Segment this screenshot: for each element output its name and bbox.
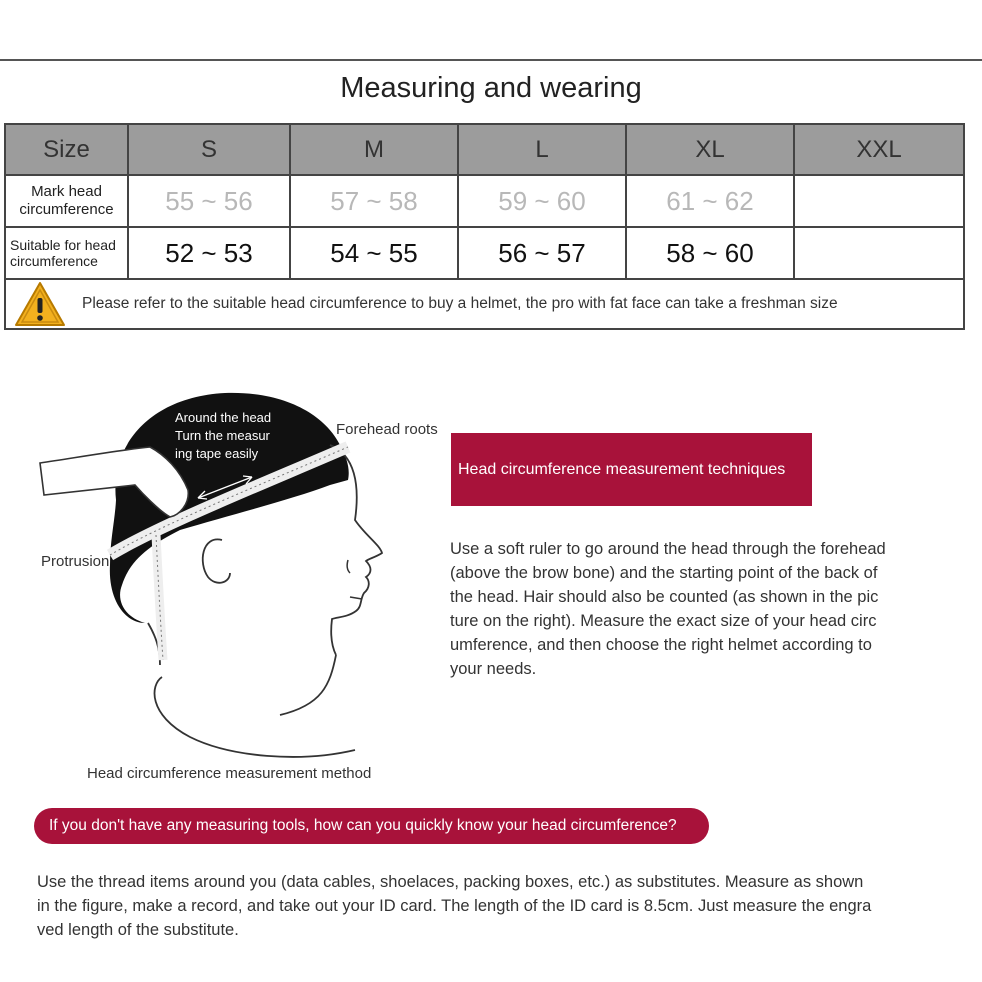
top-divider — [0, 59, 982, 61]
size-xxl-header: XXL — [794, 124, 964, 175]
suitable-value-xxl — [794, 227, 964, 279]
mouth-mark — [350, 597, 362, 599]
mark-value-xl: 61 ~ 62 — [626, 175, 794, 227]
mark-value-xxl — [794, 175, 964, 227]
note-cell — [5, 279, 964, 329]
size-xl-header: XL — [626, 124, 794, 175]
size-l-header: L — [458, 124, 626, 175]
suitable-value-s: 52 ~ 53 — [128, 227, 290, 279]
suitable-value-m: 54 ~ 55 — [290, 227, 458, 279]
answer-description: Use the thread items around you (data cables, shoelaces, packing boxes, etc.) as substitutes. Measure as shown in the figure, make a record, and take out your ID card. The length of the ID card is 8.5cm. Just measure the engra ved length of the substitute. — [37, 873, 872, 939]
size-chart-table — [4, 123, 965, 330]
mark-value-m: 57 ~ 58 — [290, 175, 458, 227]
nose-mark — [347, 560, 350, 573]
warning-triangle-icon — [14, 281, 66, 327]
mark-value-s: 55 ~ 56 — [128, 175, 290, 227]
size-header-cell: Size — [5, 124, 128, 175]
forehead-roots-label: Forehead roots — [336, 421, 438, 438]
table-note-row — [5, 279, 964, 329]
table-header-row — [5, 124, 964, 175]
table-row-mark-circumference — [5, 175, 964, 227]
ear-outline — [203, 539, 230, 582]
diagram-caption: Head circumference measurement method — [87, 765, 372, 782]
protrusion-label: Protrusion — [41, 553, 110, 570]
table-row-suitable-circumference — [5, 227, 964, 279]
suitable-value-xl: 58 ~ 60 — [626, 227, 794, 279]
mark-circumference-label: Mark head circumference — [5, 175, 128, 227]
hand-outline — [40, 447, 188, 517]
technique-heading-banner — [451, 433, 812, 506]
note-text: Please refer to the suitable head circumference to buy a helmet, the pro with fat face can take a freshman size — [82, 295, 838, 312]
size-s-header: S — [128, 124, 290, 175]
size-m-header: M — [290, 124, 458, 175]
suitable-value-l: 56 ~ 57 — [458, 227, 626, 279]
mark-value-l: 59 ~ 60 — [458, 175, 626, 227]
neck-front-outline — [280, 655, 336, 715]
suitable-circumference-label: Suitable for head circumference — [5, 227, 128, 279]
question-banner — [34, 808, 709, 844]
technique-heading: Head circumference measurement techniques — [458, 460, 786, 478]
around-head-label: Around the head Turn the measur ing tape easily — [175, 410, 272, 461]
question-heading: If you don't have any measuring tools, how can you quickly know your head circumference? — [49, 817, 677, 834]
technique-description: Use a soft ruler to go around the head through the forehead (above the brow bone) and the starting point of the back of the head. Hair should also be counted (as shown in the pic ture on the right). Measure the exact size of your head circ umference, and then choose the right helmet according to your needs. — [450, 540, 886, 678]
page-title: Measuring and wearing — [340, 72, 642, 104]
